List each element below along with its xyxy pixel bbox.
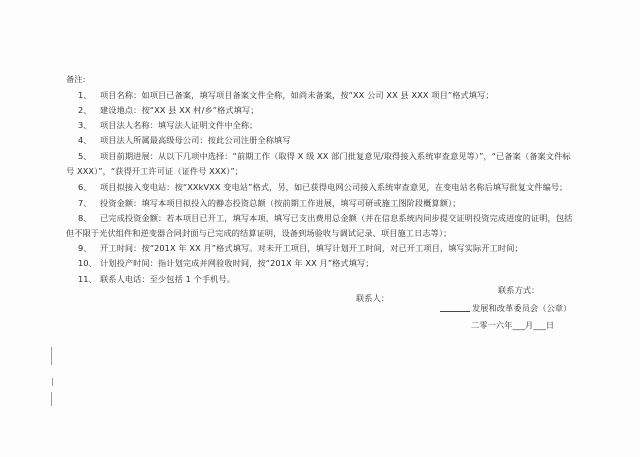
note-text: 项目法人名称：填写法人证明文件中全称；	[100, 120, 258, 130]
scan-edge-mark	[51, 392, 52, 406]
note-text: 投资金额：填写本项目拟投入的静态投资总额（按前期工作进展，填写可研或施工图阶段概算额）；	[100, 198, 461, 208]
note-number: 6、	[78, 182, 92, 192]
note-number: 3、	[78, 120, 92, 130]
note-number: 11、	[78, 274, 97, 284]
signing-date: 二零一六年___月___日	[471, 320, 555, 330]
scan-edge-mark	[51, 347, 52, 365]
note-text: 已完成投资金额：若本项目已开工，填写本项，填写已支出费用总金额（并在信息系统内同步提交证明投资完成进度的证明，包括	[100, 213, 573, 223]
note-number: 8、	[78, 213, 92, 223]
contact-person-label: 联系人：	[356, 293, 390, 303]
seal-blank-line	[440, 311, 470, 312]
notes-heading: 备注:	[66, 74, 86, 84]
note-number: 4、	[78, 135, 92, 145]
scan-edge-mark	[52, 378, 53, 386]
note-text-continued: 号 XXX）”，“获得开工许可证（证件号 XXX）”；	[66, 166, 244, 176]
note-number: 9、	[78, 243, 92, 253]
note-number: 10、	[78, 258, 97, 268]
note-text: 项目拟接入变电站：按“XXkVXX 变电站”格式，另，如已获得电网公司接入系统审查意见，在变电站名称后填写批复文件编号；	[100, 182, 568, 192]
note-text: 计划投产时间：指计划完成并网验收时间，按“201X 年 XX 月”格式填写；	[100, 258, 374, 268]
note-text: 项目法人所属最高级母公司：按此公司注册全称填写	[100, 135, 291, 145]
note-text: 项目名称：如项目已备案，填写项目备案文件全称，如尚未备案，按“XX 公司 XX 县 XXX 项目”格式填写；	[100, 90, 494, 100]
note-text: 建设地点：按“XX 县 XX 村/乡”格式填写；	[100, 105, 259, 115]
contact-method-label: 联系方式：	[498, 285, 540, 295]
note-text-continued: 但不限于光伏组件和逆变器合同封面与已完成的结算证明，设备到场验收与调试记录、项目施工日志等）；	[66, 228, 452, 238]
note-text: 联系人电话：至少包括 1 个手机号。	[100, 274, 236, 284]
note-number: 2、	[78, 105, 92, 115]
committee-name: 发展和改革委员会（公章）	[472, 303, 572, 313]
note-number: 7、	[78, 198, 92, 208]
note-text: 开工时间：按“201X 年 XX 月”格式填写。对未开工项目，填写计划开工时间，对已开工项目，填写实际开工时间；	[100, 243, 523, 253]
note-number: 5、	[78, 151, 92, 161]
note-number: 1、	[78, 90, 92, 100]
note-text: 项目前期进展：从以下几项中选择：“前期工作（取得 X 级 XX 部门批复意见/取得接入系统审查意见等）”，“已备案（备案文件标	[100, 151, 571, 161]
